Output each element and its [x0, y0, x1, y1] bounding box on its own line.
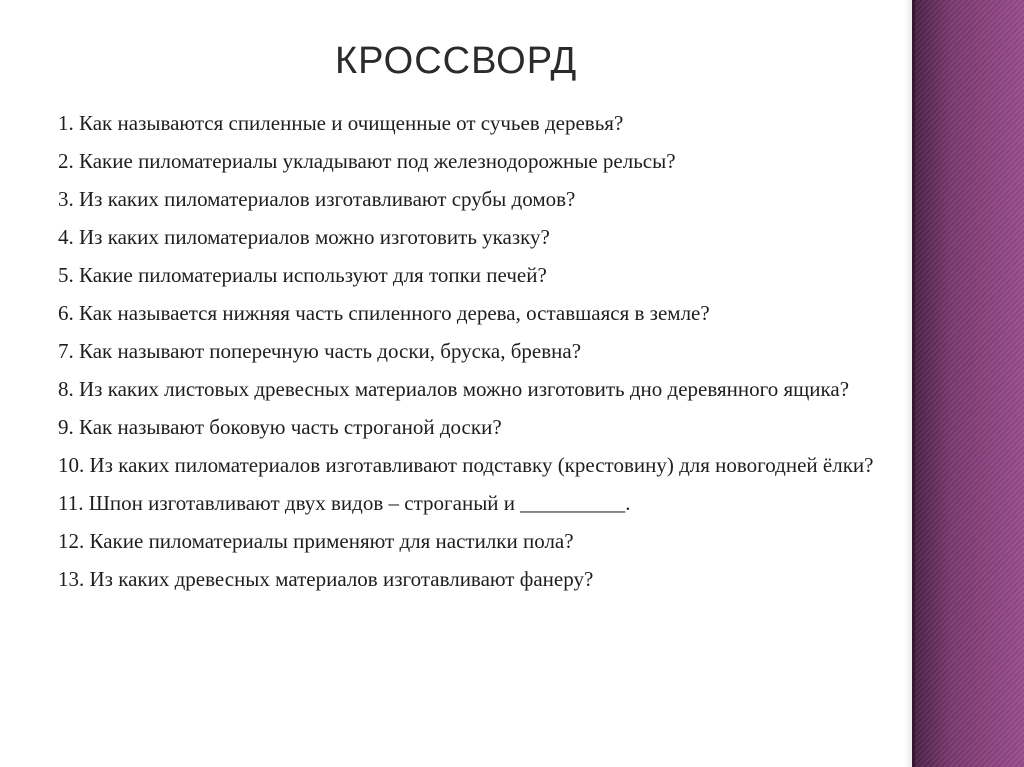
- question-item: 10. Из каких пиломатериалов изготавливают подставку (крестовину) для новогодней ёлки?: [58, 453, 874, 477]
- question-item: 9. Как называют боковую часть строганой доски?: [58, 415, 502, 439]
- question-item: 5. Какие пиломатериалы используют для топки печей?: [58, 263, 547, 287]
- question-list: [58, 108, 888, 602]
- question-item: 4. Из каких пиломатериалов можно изготовить указку?: [58, 225, 550, 249]
- question-item: 12. Какие пиломатериалы применяют для настилки пола?: [58, 529, 574, 553]
- question-item: 1. Как называются спиленные и очищенные от сучьев деревья?: [58, 111, 624, 135]
- question-item: 3. Из каких пиломатериалов изготавливают срубы домов?: [58, 187, 576, 211]
- question-item: 13. Из каких древесных материалов изготавливают фанеру?: [58, 567, 594, 591]
- decorative-side-band: [912, 0, 1024, 767]
- question-item: 8. Из каких листовых древесных материалов можно изготовить дно деревянного ящика?: [58, 377, 850, 401]
- slide-title: КРОССВОРД: [335, 40, 578, 82]
- question-item: 2. Какие пиломатериалы укладывают под железнодорожные рельсы?: [58, 149, 676, 173]
- question-item: 7. Как называют поперечную часть доски, бруска, бревна?: [58, 339, 582, 363]
- question-item: 11. Шпон изготавливают двух видов – строганый и __________.: [58, 491, 631, 515]
- side-band-edge: [912, 0, 915, 767]
- question-item: 6. Как называется нижняя часть спиленного дерева, оставшаяся в земле?: [58, 301, 710, 325]
